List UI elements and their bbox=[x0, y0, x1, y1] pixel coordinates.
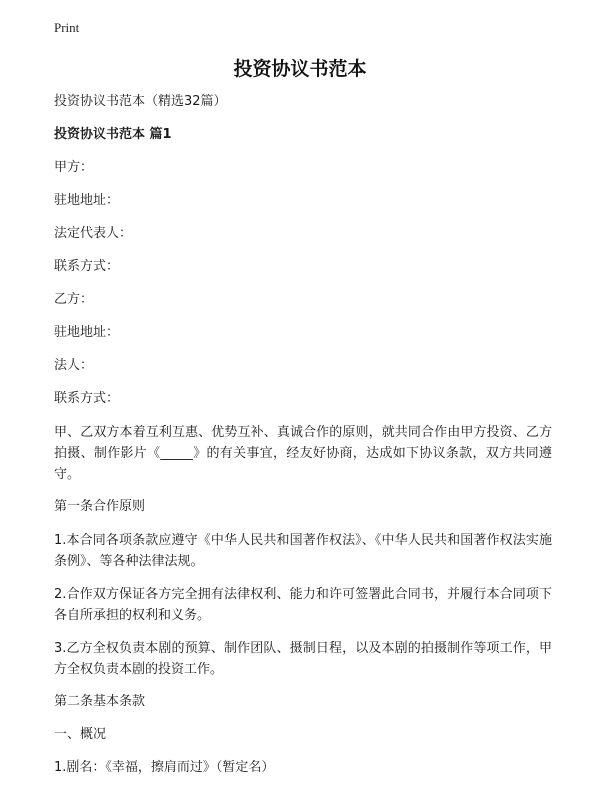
section-heading: 投资协议书范本 篇1 bbox=[54, 127, 172, 142]
intro-paragraph: 甲、乙双方本着互利互惠、优势互补、真诚合作的原则，就共同合作由甲方投资、乙方拍摄、制作影片《_____》的有关事宜，经友好协商，达成如下协议条款，双方共同遵守。 bbox=[54, 425, 552, 482]
article-2-heading: 第二条基本条款 bbox=[54, 694, 146, 709]
party-a-address-field: 驻地地址： bbox=[54, 193, 120, 208]
party-a-legal-rep-field: 法定代表人： bbox=[54, 226, 133, 241]
article-1-clause-2: 2.合作双方保证各方完全拥有法律权利、能力和许可签署此合同书，并履行本合同项下各自所承担的权利和义务。 bbox=[54, 587, 552, 623]
party-b-field: 乙方： bbox=[54, 292, 94, 307]
print-link[interactable]: Print bbox=[54, 20, 80, 35]
party-b-address-field: 驻地地址： bbox=[54, 325, 120, 340]
page-title: 投资协议书范本 bbox=[233, 58, 367, 80]
article-1-clause-3: 3.乙方全权负责本剧的预算、制作团队、摄制日程，以及本剧的拍摄制作等项工作，甲方全权负责本剧的投资工作。 bbox=[54, 641, 552, 677]
article-2-item-1: 1.剧名：《幸福，擦肩而过》（暂定名） bbox=[54, 760, 275, 775]
party-b-legal-rep-field: 法人： bbox=[54, 358, 94, 373]
article-2-subheading: 一、概况 bbox=[54, 727, 107, 742]
article-1-heading: 第一条合作原则 bbox=[54, 499, 146, 514]
article-1-clause-1: 1.本合同各项条款应遵守《中华人民共和国著作权法》、《中华人民共和国著作权法实施条例》、等各种法律法规。 bbox=[54, 533, 552, 569]
party-a-contact-field: 联系方式： bbox=[54, 259, 120, 274]
party-b-contact-field: 联系方式： bbox=[54, 391, 120, 406]
document-body bbox=[54, 92, 552, 791]
document-subtitle: 投资协议书范本（精选32篇） bbox=[54, 94, 227, 109]
party-a-field: 甲方： bbox=[54, 160, 94, 175]
